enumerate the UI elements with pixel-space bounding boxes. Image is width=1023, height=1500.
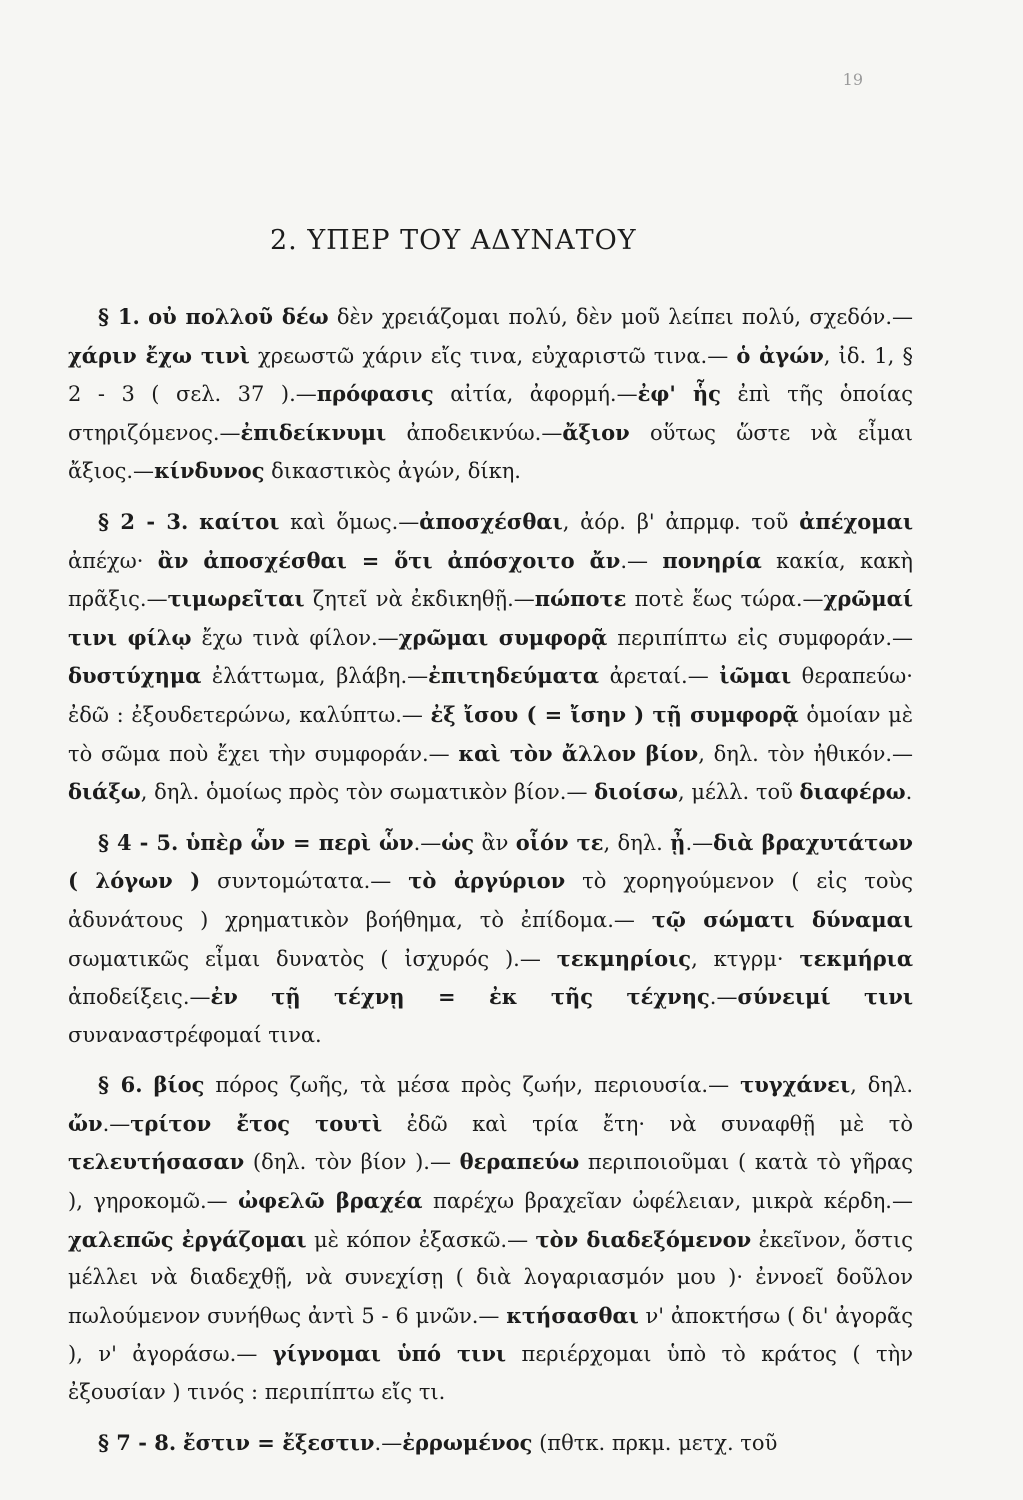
gloss: καὶ ὅμως.— (279, 509, 420, 534)
gloss: .— (709, 985, 738, 1010)
gloss: χρεωστῶ χάριν εἴς τινα, εὐχαριστῶ τινα.— (249, 343, 737, 368)
page-number: 19 (842, 70, 863, 89)
gloss: , ἀόρ. β' ἀπρμφ. τοῦ (562, 509, 800, 534)
section-number: § 6. (98, 1072, 143, 1098)
section-paragraph (68, 298, 913, 491)
gloss: , κτγρμ· (691, 946, 800, 971)
gloss: πόρος ζωῆς, τὰ μέσα πρὸς ζωήν, περιουσία.— (204, 1073, 741, 1098)
lemma: ἐρρωμένος (402, 1429, 533, 1455)
lemma: δυστύχημα (68, 663, 202, 689)
gloss: , μέλλ. τοῦ (677, 780, 800, 805)
gloss: δὲν χρειάζομαι πολύ, δὲν μοῦ λείπει πολύ, σχεδόν.— (328, 305, 913, 329)
lemma: γίγνομαι ὑπό τινι (272, 1341, 507, 1367)
gloss: , δηλ. (603, 830, 671, 855)
gloss: , δηλ. τὸν ἠθικόν.— (698, 741, 914, 766)
lemma: ἂν ἀποσχέσθαι = ὅτι ἀπόσχοιτο ἄν (157, 547, 621, 573)
gloss: ἀποδεικνύω.— (386, 420, 563, 445)
lemma: διάξω (68, 779, 141, 805)
lemma: κίνδυνος (154, 458, 265, 484)
lemma: χρῶμαί τινι φίλῳ (68, 586, 913, 650)
gloss: συναναστρέφομαί τινα. (68, 1022, 322, 1047)
lemma: πώποτε (534, 586, 627, 612)
lemma: θεραπεύω (459, 1149, 580, 1175)
section-paragraph (68, 503, 913, 812)
lemma: ἰῶμαι (719, 663, 792, 689)
lemma: ἄξιον (562, 419, 630, 445)
gloss: ἐδῶ καὶ τρία ἔτη· νὰ συναφθῇ μὲ τὸ (382, 1111, 914, 1136)
chapter-heading: 2. ΥΠΕΡ ΤΟΥ ΑΔΥΝΑΤΟΥ (270, 225, 637, 256)
lemma: τὸν διαδεξόμενον (535, 1226, 752, 1252)
lemma: ἀπέχομαι (799, 508, 913, 534)
section-paragraph (68, 1066, 913, 1411)
section-number: § 2 - 3. (98, 508, 189, 534)
lemma: διοίσω (594, 779, 678, 805)
gloss: αἰτία, ἀφορμή.— (433, 382, 638, 407)
gloss: , ἰδ. 1, § 2 - 3 ( σελ. 37 ).— (68, 343, 913, 407)
lemma: καίτοι (199, 508, 280, 534)
lemma: οὐ πολλοῦ δέω (148, 304, 329, 329)
gloss: περιποιοῦμαι ( κατὰ τὸ γῆρας ), γηροκομῶ.— (68, 1150, 913, 1214)
gloss: τὸ χορηγούμενον ( εἰς τοὺς ἀδυνάτους ) χρηματικὸν βοήθημα, τὸ ἐπίδομα.— (68, 869, 914, 932)
gloss: μὲ κόπον ἐξασκῶ.— (306, 1227, 536, 1252)
gloss: ζητεῖ νὰ ἐκδικηθῇ.— (304, 587, 535, 612)
lemma: κτήσασθαι (506, 1302, 639, 1328)
gloss: σωματικῶς εἶμαι δυνατὸς ( ἰσχυρός ).— (68, 946, 557, 971)
section-number: § 4 - 5. (98, 829, 179, 855)
lemma: ἐφ' ἧς (637, 381, 721, 407)
gloss: κακία, κακὴ πρᾶξις.— (68, 548, 913, 612)
lemma: τεκμήρια (799, 945, 913, 971)
gloss: .— (413, 830, 442, 855)
lemma: χαλεπῶς ἐργάζομαι (68, 1226, 307, 1252)
gloss: οὕτως ὥστε νὰ εἶμαι ἄξιος.— (68, 420, 913, 484)
gloss: παρέχω βραχεῖαν ὠφέλειαν, μικρὰ κέρδη.— (422, 1189, 913, 1214)
lemma: τεκμηρίοις (556, 945, 692, 971)
gloss: ν' ἀποκτήσω ( δι' ἀγορᾶς ), ν' ἀγοράσω.— (68, 1303, 913, 1367)
gloss: (δηλ. τὸν βίον ).— (244, 1150, 460, 1175)
lemma: ἀποσχέσθαι (419, 508, 563, 534)
gloss: ἀρεταί.— (599, 664, 720, 689)
section-number: § 1. (98, 304, 140, 329)
lemma: διὰ βραχυτάτων ( λόγων ) (68, 829, 913, 894)
gloss: . (905, 780, 913, 805)
gloss: συντομώτατα.— (200, 869, 409, 894)
lemma: ὁ ἀγών (736, 342, 824, 368)
gloss: .— (685, 830, 714, 855)
lemma: ὤν (68, 1110, 103, 1136)
gloss: ἐκεῖνον, ὅστις μέλλει νὰ διαδεχθῇ, νὰ συνεχίσῃ ( διὰ λογαριασμόν μου )· ἐννοεῖ δοῦλον πωλούμενον συνήθως ἀντὶ 5 - 6 μνῶν.— (68, 1227, 913, 1328)
lemma: ᾖ (670, 829, 686, 855)
lemma: τυγχάνει (740, 1072, 851, 1098)
lemma: τρίτον ἔτος τουτὶ (130, 1110, 383, 1136)
lemma: ὑπὲρ ὧν = περὶ ὧν (185, 829, 414, 855)
gloss: ποτὲ ἕως τώρα.— (626, 587, 824, 612)
gloss: ὁμοίαν μὲ τὸ σῶμα ποὺ ἔχει τὴν συμφοράν.— (68, 702, 914, 766)
gloss: ἔχω τινὰ φίλον.— (191, 625, 399, 650)
lemma: ἐπιτηδεύματα (428, 663, 600, 689)
gloss: ἐπὶ τῆς ὁποίας στηριζόμενος.— (68, 382, 913, 445)
commentary-text (68, 298, 913, 1462)
gloss: (πθτκ. πρκμ. μετχ. τοῦ (532, 1430, 778, 1455)
gloss: ἐλάττωμα, βλάβη.— (201, 664, 429, 689)
gloss: , δηλ. ὁμοίως πρὸς τὸν σωματικὸν βίον.— (140, 780, 595, 805)
section-paragraph (68, 824, 913, 1055)
section-number: § 7 - 8. (98, 1429, 177, 1455)
gloss: δικαστικὸς ἀγών, δίκη. (264, 459, 521, 484)
gloss: περιέρχομαι ὑπὸ τὸ κράτος ( τὴν ἐξουσίαν ) τινός : περιπίπτω εἴς τι. (68, 1342, 913, 1405)
lemma: χάριν ἔχω τινὶ (68, 342, 250, 368)
gloss: .— (102, 1111, 131, 1136)
lemma: τῷ σώματι δύναμαι (651, 906, 913, 932)
lemma: ὠφελῶ βραχέα (238, 1188, 423, 1214)
lemma: ἐξ ἴσου ( = ἴσην ) τῇ συμφορᾷ (430, 701, 799, 727)
lemma: οἷόν τε (515, 829, 604, 855)
gloss: ἂν (474, 830, 516, 855)
gloss: περιπίπτω εἰς συμφοράν.— (607, 625, 913, 650)
lemma: σύνειμί τινι (737, 984, 913, 1010)
section-paragraph (68, 1424, 913, 1463)
lemma: ἐπιδείκνυμι (240, 419, 387, 445)
lemma: ὡς (441, 829, 475, 855)
gloss: ἀπέχω· (68, 548, 158, 573)
lemma: χρῶμαι συμφορᾷ (398, 624, 608, 650)
gloss: ἀποδείξεις.— (68, 985, 211, 1010)
gloss: .— (374, 1430, 403, 1455)
lemma: διαφέρω (799, 779, 906, 805)
gloss: θεραπεύω· ἐδῶ : ἐξουδετερώνω, καλύπτω.— (68, 664, 913, 727)
lemma: τὸ ἀργύριον (408, 868, 566, 894)
lemma: ἐν τῇ τέχνῃ = ἐκ τῆς τέχνης (210, 984, 710, 1010)
lemma: ἔστιν = ἔξεστιν (182, 1429, 375, 1455)
gloss: .— (620, 548, 663, 573)
lemma: καὶ τὸν ἄλλον βίον (458, 740, 699, 766)
lemma: τελευτήσασαν (68, 1149, 245, 1175)
lemma: τιμωρεῖται (167, 586, 305, 612)
gloss: , δηλ. (850, 1073, 913, 1098)
lemma: βίος (153, 1072, 205, 1098)
lemma: πονηρία (662, 547, 762, 573)
lemma: πρόφασις (316, 381, 434, 407)
